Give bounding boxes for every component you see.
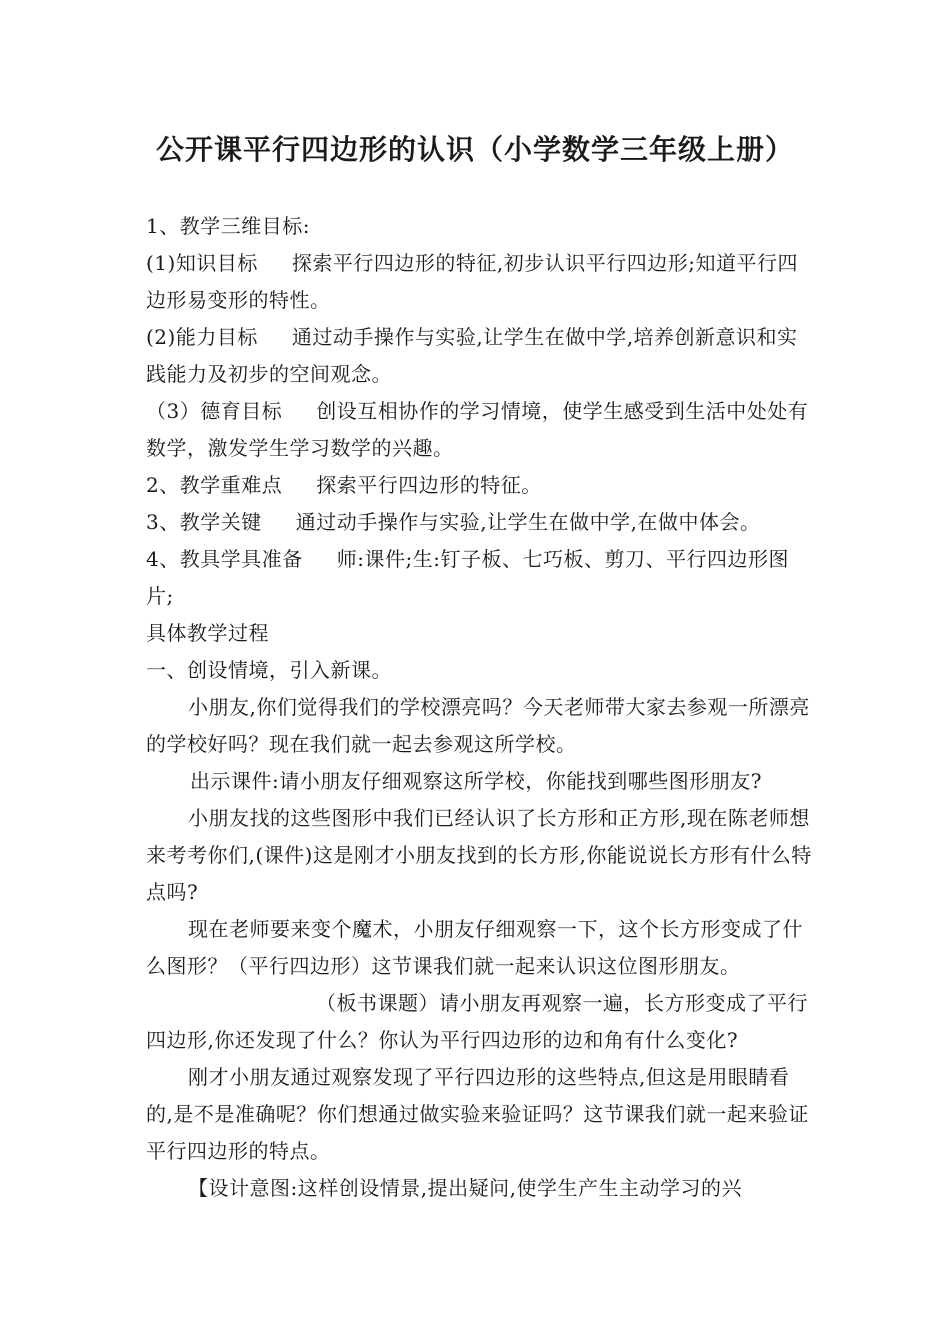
goal-text: 创设互相协作的学习情境，使学生感受到生活中处处有数学，激发学生学习数学的兴趣。 — [146, 399, 809, 460]
paragraph-board-title: （板书课题）请小朋友再观察一遍，长方形变成了平行四边形,你还发现了什么？你认为平行四边形的边和角有什么变化? — [146, 991, 808, 1052]
paragraph-courseware: 出示课件:请小朋友仔细观察这所学校，你能找到哪些图形朋友? — [190, 769, 762, 793]
paragraph-intro: 小朋友,你们觉得我们的学校漂亮吗？今天老师带大家去参观一所漂亮的学校好吗？现在我们就一起去参观这所学校。 — [146, 695, 810, 756]
section-text: 师:课件;生:钉子板、七巧板、剪刀、平行四边形图片; — [146, 547, 789, 608]
paragraph-process-heading: 具体教学过程 — [146, 621, 269, 645]
document-title: 公开课平行四边形的认识（小学数学三年级上册） — [155, 133, 794, 166]
paragraph-moral-goal — [146, 393, 812, 467]
paragraph-section-one-heading: 一、创设情境，引入新课。 — [146, 658, 392, 682]
paragraph-design-intent: 【设计意图:这样创设情景,提出疑问,使学生产生主动学习的兴 — [188, 1176, 742, 1200]
section-label: 4、教具学具准备 — [146, 547, 303, 571]
paragraph-magic: 现在老师要来变个魔术，小朋友仔细观察一下，这个长方形变成了什么图形？（平行四边形）这节课我们就一起来认识这位图形朋友。 — [146, 917, 803, 978]
paragraph-teaching-goals-heading: 1、教学三维目标: — [146, 214, 310, 238]
paragraph-teaching-key — [146, 504, 812, 541]
goal-text: 通过动手操作与实验,让学生在做中学,培养创新意识和实践能力及初步的空间观念。 — [146, 325, 798, 386]
section-text: 通过动手操作与实验,让学生在做中学,在做中体会。 — [295, 510, 761, 534]
goal-label: (2)能力目标 — [146, 325, 258, 349]
section-text: 探索平行四边形的特征。 — [316, 473, 542, 497]
paragraph-teaching-aids — [146, 541, 812, 615]
paragraph-rectangle-question: 小朋友找的这些图形中我们已经认识了长方形和正方形,现在陈老师想来考考你们,(课件)这是刚才小朋友找到的长方形,你能说说长方形有什么特点吗? — [146, 806, 812, 904]
paragraph-key-difficulty — [146, 467, 812, 504]
paragraph-ability-goal — [146, 319, 812, 393]
section-label: 3、教学关键 — [146, 510, 262, 534]
goal-label: (1)知识目标 — [146, 251, 258, 275]
goal-text: 探索平行四边形的特征,初步认识平行四边形;知道平行四边形易变形的特性。 — [146, 251, 798, 312]
document-body — [146, 208, 812, 1207]
goal-label: （3）德育目标 — [146, 399, 283, 423]
paragraph-verify: 刚才小朋友通过观察发现了平行四边形的这些特点,但这是用眼睛看的,是不是准确呢？你们想通过做实验来验证吗？这节课我们就一起来验证平行四边形的特点。 — [146, 1065, 809, 1163]
section-label: 2、教学重难点 — [146, 473, 283, 497]
paragraph-knowledge-goal — [146, 245, 812, 319]
